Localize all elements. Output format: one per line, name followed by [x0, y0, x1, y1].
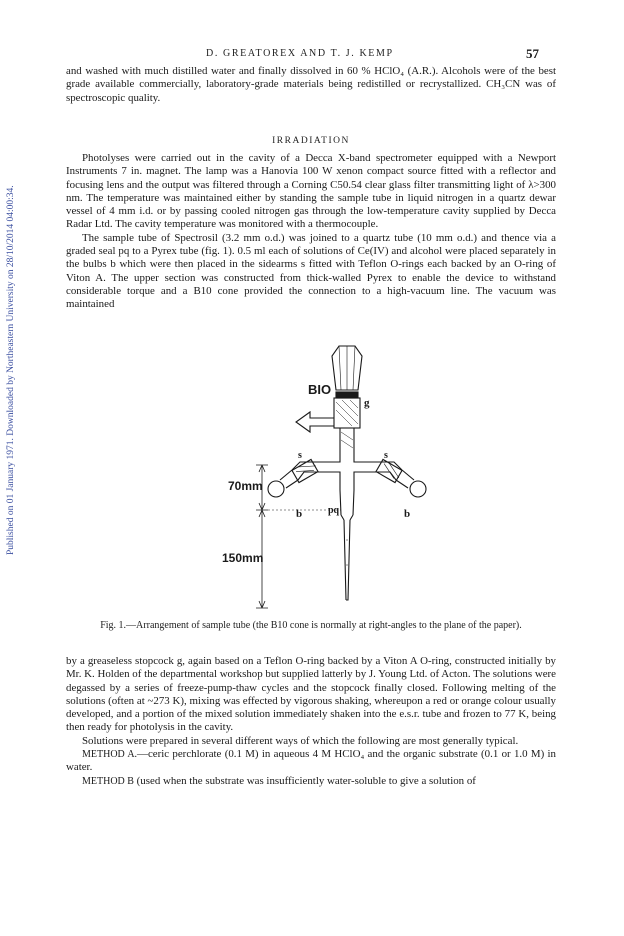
dimension-70mm: 70mm — [228, 479, 263, 493]
running-head: D. GREATOREX AND T. J. KEMP — [206, 48, 394, 59]
label-pq: pq — [328, 505, 340, 516]
vacuum-arrow — [296, 412, 334, 432]
method-section — [66, 655, 556, 788]
paragraph-1-text: and washed with much distilled water and finally dissolved in 60 % HClO₄ (A.R.). Alcohols were of the best grade available commercially, laboratory-grade materials being redistilled or recrystallized. CH₃CN was of spectroscopic quality. — [66, 65, 556, 104]
label-g: g — [364, 397, 370, 409]
sample-tube-diagram — [200, 340, 440, 615]
label-s-right: s — [384, 450, 388, 461]
label-s-left: s — [298, 450, 302, 461]
dimension-150mm: 150mm — [222, 551, 264, 565]
label-b-right: b — [404, 508, 411, 520]
paragraph-1 — [66, 65, 556, 105]
label-b-left: b — [296, 508, 303, 520]
method-b-label: METHOD B — [82, 775, 134, 787]
irradiation-body — [66, 152, 556, 312]
method-a — [66, 748, 556, 775]
figure-1 — [200, 340, 440, 615]
paragraph-5: Solutions were prepared in several different ways of which the following are most generally typical. — [82, 734, 519, 747]
o-ring-band — [336, 392, 358, 398]
page-number: 57 — [526, 46, 539, 61]
left-bulb — [268, 481, 284, 497]
paragraph-3: The sample tube of Spectrosil (3.2 mm o.d.) was joined to a quartz tube (10 mm o.d.) and thence via a graded seal pq to a Pyrex tube (fig. 1). 0.5 ml each of solutions of Ce(IV) and alcohol were placed separately in the bulbs b which were then placed in the sidearms s fitted with Teflon O-rings each backed by an O-ring of Viton A. The upper section was constructed from thick-walled Pyrex to enable the device to withstand considerable torque and a B10 cone provided the connection to a high-vacuum line. The vacuum was maintained — [66, 231, 556, 311]
method-a-text: —ceric perchlorate (0.1 M) in aqueous 4 M HClO₄ and the organic substrate (0.1 or 1.0 M) in water. — [66, 748, 556, 774]
method-b — [66, 775, 556, 788]
method-b-text: (used when the substrate was insufficiently water-soluble to give a solution of — [133, 774, 476, 787]
paragraph-2: Photolyses were carried out in the cavity of a Decca X-band spectrometer equipped with a Newport Instruments 7 in. magnet. The lamp was a Hanovia 100 W xenon compact source fitted with a reflector and focusing lens and the output was filtered through a Corning C50.54 clear glass filter transmitting light of λ>300 nm. The temperature was maintained either by standing the sample tube in liquid nitrogen in a quartz dewar vessel of 4 mm i.d. or by passing cooled nitrogen gas through the low-temperature cavity supplied by Decca Radar Ltd. The cavity temperature was monitored with a thermocouple. — [66, 152, 556, 231]
right-bulb — [410, 481, 426, 497]
download-watermark: Published on 01 January 1971. Downloaded by Northeastern University on 28/10/2014 04:00:34. — [6, 185, 16, 555]
section-heading: IRRADIATION — [272, 136, 350, 146]
label-b10: BIO — [308, 382, 332, 397]
method-a-label: METHOD A. — [82, 749, 138, 761]
paragraph-4: by a greaseless stopcock g, again based on a Teflon O-ring backed by a Viton A O-ring, constructed initially by Mr. K. Holden of the departmental workshop but supplied latterly by J. Young Ltd. of Acton. The solutions were degassed by a series of freeze-pump-thaw cycles and the stopcock finally closed. Following melting of the solutions (often at ~273 K), mixing was effected by vigorous shaking, whereupon a red or orange colour usually developed, and a portion of the mixed solution immediately shaken into the e.s.r. tube and frozen to 77 K, being then ready for photolysis in the cavity. — [66, 655, 556, 734]
figure-caption: Fig. 1.—Arrangement of sample tube (the B10 cone is normally at right-angles to the plane of the paper). — [100, 620, 522, 631]
